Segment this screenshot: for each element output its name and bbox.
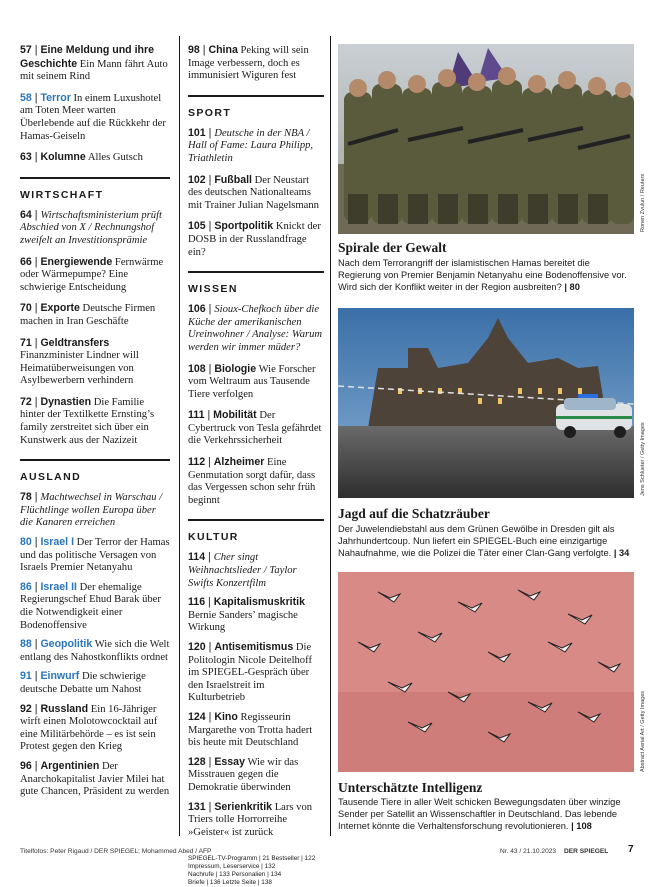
entry-page-number: 131	[188, 800, 206, 813]
toc-entry[interactable]: 71 | Geldtransfers Finanzminister Lindner will Heimatüberweisungen von Asylbewerbern verhindern	[20, 336, 139, 387]
entry-text: Cher singt Weihnachtslieder / Taylor Swifts Konzertfilm	[188, 552, 297, 589]
entry-page-number: 98	[188, 44, 200, 56]
entry-page-number: 102	[188, 173, 206, 186]
entry-page-number: 101	[188, 126, 206, 139]
toc-entry[interactable]: 128 | Essay Wie wir das Misstrauen gegen die Demokratie überwinden	[188, 755, 299, 793]
entry-rubric: Kino	[214, 710, 238, 723]
feature-title: Unterschätzte Intelligenz	[338, 780, 483, 795]
entry-text: Alles Gutsch	[87, 152, 143, 164]
entry-rubric: Antisemitismus	[214, 641, 294, 653]
entry-text: Lars von Triers tolle Horrorreihe »Geister« ist zurück	[188, 801, 313, 838]
entry-page-number: 108	[188, 362, 206, 375]
toc-group-wirtschaft	[20, 209, 170, 448]
toc-entry[interactable]: 86 | Israel II Der ehemalige Regierungschef Ehud Barak über die Notwendigkeit einer Bodenoffensive	[20, 580, 161, 631]
entry-rubric: Energiewende	[40, 255, 113, 268]
toc-entry[interactable]: 131 | Serienkritik Lars von Triers tolle Horrorreihe »Geister« ist zurück	[188, 800, 313, 838]
entry-text: Eine Genmutation sorgt dafür, dass das Vergessen schon sehr früh beginnt	[188, 457, 316, 506]
index-line: Nachrufe | 133 Personalien | 134	[188, 871, 282, 879]
toc-group-top-left	[20, 44, 170, 165]
toc-entry[interactable]: 108 | Biologie Wie Forscher vom Weltraum aus Tausende Tiere verfolgen	[188, 362, 316, 400]
feature-title: Spirale der Gewalt	[338, 240, 447, 255]
entry-text: Die schwierige deutsche Debatte um Nahost	[20, 671, 146, 695]
feature-text: Tausende Tiere in aller Welt schicken Bewegungsdaten über winzige Sender per Satellit an Wissenschaftler in Deutschland. Das lebende Internet könnte die Verhaltensforschung revolutionieren. | 108	[338, 797, 621, 831]
toc-group-kultur	[188, 551, 324, 839]
toc-entry[interactable]: 105 | Sportpolitik Knickt der DOSB in der Russlandfrage ein?	[188, 220, 321, 258]
entry-page-number: 57	[20, 44, 32, 56]
entry-rubric: Eine Meldung und ihre Geschichte	[20, 44, 155, 70]
entry-rubric: Biologie	[214, 362, 257, 375]
entry-page-number: 71	[20, 336, 32, 349]
toc-entry[interactable]: 78 | Machtwechsel in Warschau / Flüchtlinge wollen Europa über die Kanaren erreichen	[20, 491, 163, 529]
entry-text: Bernie Sanders’ magische Wirkung	[188, 609, 298, 634]
entry-text: Knickt der DOSB in der Russlandfrage ein?	[188, 221, 321, 258]
entry-page-number: 92	[20, 702, 32, 715]
entry-text: In einem Luxushotel am Toten Meer warten Überlebende auf die Rückkehr der Hamas-Geiseln	[20, 92, 166, 142]
photo-credit: Abstract Aerial Art / Getty Images	[640, 690, 646, 772]
entry-text: Die Politologin Nicole Deitelhoff im SPIEGEL-Gespräch über den Israelstreit im Kulturbetrieb	[188, 642, 312, 704]
toc-entry[interactable]: 57 | Eine Meldung und ihre Geschichte Ein Mann fährt Auto mit seinem Rind	[20, 44, 168, 83]
entry-text: Sioux-Chefkoch über die Küche der amerikanischen Ureinwohner / Analyse: Warum werden wir immer müder?	[188, 304, 323, 353]
entry-page-number: 96	[20, 759, 32, 772]
entry-rubric: Kolumne	[40, 151, 86, 164]
entry-rubric: Israel I	[40, 536, 75, 549]
entry-text: Wirtschaftsministerium prüft Abschied von X / Rechnungshof zweifelt an Investitionsprämie	[20, 209, 162, 246]
entry-rubric: Sportpolitik	[214, 220, 274, 233]
entry-page-number: 66	[20, 255, 32, 268]
entry-page-number: 78	[20, 491, 32, 504]
feature-photo-flamingos	[338, 572, 634, 772]
entry-page-number: 120	[188, 641, 206, 653]
entry-page-number: 58	[20, 91, 32, 104]
entry-page-number: 106	[188, 303, 206, 316]
toc-column-middle	[188, 44, 324, 887]
photo-credit: Jens Schlueter / Getty Images	[640, 422, 646, 496]
entry-text: Fernwärme oder Wärmepumpe? Eine schwierige Entscheidung	[20, 256, 164, 293]
toc-entry[interactable]: 112 | Alzheimer Eine Genmutation sorgt dafür, dass das Vergessen schon sehr früh beginnt	[188, 456, 316, 506]
entry-page-number: 63	[20, 151, 32, 164]
entry-rubric: China	[208, 44, 238, 56]
feature-text: Nach dem Terrorangriff der islamistischen Hamas bereitet die Regierung von Premier Benjamin Netanyahu eine Bodenoffensive vor. Wird sich der Konflikt weiter in der Region ausbreiten? | 80	[338, 258, 627, 292]
entry-page-number: 86	[20, 580, 32, 593]
entry-rubric: Mobilität	[213, 409, 257, 422]
entry-rubric: Essay	[214, 755, 245, 768]
feature-text: Der Juwelendiebstahl aus dem Grünen Gewölbe in Dresden gilt als Jahrhundertcoup. Nun liefert ein SPIEGEL-Buch eine einzigartige Nahaufnahme, wie die Polizei die Täter einer Clan-Gang verfolgte. | 34	[338, 524, 630, 558]
entry-text: Machtwechsel in Warschau / Flüchtlinge wollen Europa über die Kanaren erreichen	[20, 492, 163, 529]
entry-page-number: 116	[188, 596, 206, 609]
toc-entry[interactable]: 88 | Geopolitik Wie sich die Welt entlang des Nahostkonflikts ordnet	[20, 638, 170, 663]
entry-rubric: Israel II	[40, 580, 77, 593]
toc-entry[interactable]: 92 | Russland Ein 16-Jähriger wirft einen Molotowcocktail auf eine Militärbehörde – es ist sein Protest gegen den Krieg	[20, 702, 158, 753]
entry-rubric: Argentinien	[40, 759, 100, 772]
entry-page-number: 64	[20, 208, 32, 221]
entry-page-number: 80	[20, 536, 32, 549]
entry-text: Der Terror der Hamas und das politische Versagen von Israels Premier Netanyahu	[20, 537, 170, 574]
toc-entry[interactable]: 91 | Einwurf Die schwierige deutsche Debatte um Nahost	[20, 670, 146, 695]
entry-rubric: Terror	[40, 91, 71, 104]
section-heading-wirtschaft: WIRTSCHAFT	[20, 177, 170, 201]
toc-entry[interactable]: 106 | Sioux-Chefkoch über die Küche der amerikanischen Ureinwohner / Analyse: Warum werden wir immer müder?	[188, 303, 323, 353]
section-heading-ausland: AUSLAND	[20, 459, 170, 483]
entry-text: Finanzminister Lindner will Heimatüberweisungen von Asylbewerbern verhindern	[20, 350, 139, 387]
entry-rubric: Dynastien	[40, 395, 92, 408]
dresden-image	[338, 308, 634, 498]
toc-column-left	[20, 44, 170, 805]
toc-entry[interactable]: 101 | Deutsche in der NBA / Hall of Fame: Laura Philipp, Triathletin	[188, 126, 314, 164]
feature-title: Jagd auf die Schatzräuber	[338, 506, 490, 521]
magazine-name: DER SPIEGEL	[563, 848, 609, 855]
index-line: SPIEGEL-TV-Programm | 21 Bestseller | 122	[188, 855, 316, 863]
feature-page-ref: | 34	[613, 547, 630, 558]
section-heading-sport: SPORT	[188, 95, 324, 119]
entry-text: Der Neustart des deutschen Nationalteams mit Trainer Julian Nagelsmann	[188, 174, 319, 211]
toc-entry[interactable]: 72 | Dynastien Die Familie hinter der Textilkette Ernsting’s family zerstreitet sich über ein Kunstwerk aus der Nazizeit	[20, 395, 155, 446]
toc-entry[interactable]: 80 | Israel I Der Terror der Hamas und das politische Versagen von Israels Premier Netanyahu	[20, 536, 170, 574]
toc-entry[interactable]: 102 | Fußball Der Neustart des deutschen Nationalteams mit Trainer Julian Nagelsmann	[188, 173, 319, 211]
footer-photo-credits: Titelfotos: Peter Rigaud / DER SPIEGEL; Mohammed Abed / AFP	[20, 848, 212, 855]
entry-page-number: 91	[20, 670, 32, 683]
entry-text: Wie wir das Misstrauen gegen die Demokratie überwinden	[188, 756, 299, 793]
entry-text: Deutsche Firmen machen in Iran Geschäfte	[20, 303, 156, 327]
entry-rubric: Serienkritik	[214, 800, 273, 813]
section-heading-kultur: KULTUR	[188, 519, 324, 543]
page-number: 7	[628, 844, 634, 855]
section-heading-wissen: WISSEN	[188, 271, 324, 295]
toc-entry[interactable]: 66 | Energiewende Fernwärme oder Wärmepumpe? Eine schwierige Entscheidung	[20, 255, 164, 293]
entry-page-number: 88	[20, 638, 32, 651]
entry-rubric: Geopolitik	[40, 638, 93, 651]
entry-page-number: 111	[188, 409, 205, 422]
soldiers-image	[338, 44, 634, 234]
toc-entry[interactable]: 58 | Terror In einem Luxushotel am Toten Meer warten Überlebende auf die Rückkehr der Hamas-Geiseln	[20, 91, 166, 142]
entry-text: Peking will sein Image verbessern, doch es immunisiert Wiguren fest	[188, 45, 309, 82]
index-line: Briefe | 136 Letzte Seite | 138	[188, 879, 272, 887]
entry-page-number: 72	[20, 395, 32, 408]
toc-entry[interactable]: 116 | Kapitalismuskritik Bernie Sanders’ magische Wirkung	[188, 596, 305, 634]
flamingos-image	[338, 572, 634, 772]
entry-page-number: 114	[188, 551, 206, 564]
entry-text: Ein Mann fährt Auto mit seinem Rind	[20, 58, 168, 83]
toc-entry[interactable]: 114 | Cher singt Weihnachtslieder / Taylor Swifts Konzertfilm	[188, 551, 297, 589]
toc-group-wissen	[188, 303, 324, 507]
entry-page-number: 105	[188, 220, 206, 233]
feature-photo-soldiers	[338, 44, 634, 234]
toc-entry[interactable]: 96 | Argentinien Der Anarchokapitalist Javier Milei hat gute Chancen, Präsident zu werden	[20, 759, 170, 798]
entry-page-number: 128	[188, 755, 206, 768]
entry-rubric: Alzheimer	[213, 456, 265, 469]
feature-photo-dresden	[338, 308, 634, 498]
entry-rubric: Fußball	[214, 173, 252, 186]
entry-text: Der Cybertruck von Tesla gefährdet die Verkehrssicherheit	[188, 410, 322, 447]
entry-text: Die Familie hinter der Textilkette Ernsting’s family zerstreitet sich über ein Kunstwerk aus der Nazizeit	[20, 396, 155, 446]
toc-entry[interactable]: 70 | Exporte Deutsche Firmen machen in Iran Geschäfte	[20, 302, 156, 327]
toc-group-ausland	[20, 491, 170, 798]
entry-text: Deutsche in der NBA / Hall of Fame: Laura Philipp, Triathletin	[188, 127, 314, 164]
toc-entry[interactable]: 111 | Mobilität Der Cybertruck von Tesla gefährdet die Verkehrssicherheit	[188, 409, 322, 447]
entry-rubric: Russland	[40, 702, 89, 715]
entry-text: Regisseurin Margarethe von Trotta hadert bis heute mit Deutschland	[188, 711, 313, 749]
column-divider-left	[179, 36, 180, 836]
toc-entry[interactable]: 120 | Antisemitismus Die Politologin Nicole Deitelhoff im SPIEGEL-Gespräch über den Israelstreit im Kulturbetrieb	[188, 641, 312, 704]
entry-text: Der Anarchokapitalist Javier Milei hat gute Chancen, Präsident zu werden	[20, 760, 170, 798]
toc-group-top-middle	[188, 44, 324, 83]
column-divider-right	[330, 36, 331, 836]
entry-text: Der ehemalige Regierungschef Ehud Barak über die Notwendigkeit einer Bodenoffensive	[20, 581, 161, 631]
entry-text: Ein 16-Jähriger wirft einen Molotowcocktail auf eine Militärbehörde – es ist sein Protest gegen den Krieg	[20, 703, 158, 753]
toc-entry[interactable]: 98 | China Peking will sein Image verbessern, doch es immunisiert Wiguren fest	[188, 44, 309, 82]
toc-entry[interactable]: 124 | Kino Regisseurin Margarethe von Trotta hadert bis heute mit Deutschland	[188, 710, 313, 749]
entry-rubric: Einwurf	[40, 670, 80, 683]
index-line: Impressum, Leserservice | 132	[188, 863, 276, 871]
toc-index	[188, 855, 324, 887]
entry-rubric: Exporte	[40, 302, 80, 315]
footer-issue: Nr. 43 / 21.10.2023 DER SPIEGEL	[500, 848, 609, 855]
toc-entry[interactable]: 63 | Kolumne Alles Gutsch	[20, 151, 143, 164]
feature-page-ref: | 108	[571, 820, 592, 831]
entry-rubric: Geldtransfers	[40, 336, 110, 349]
entry-page-number: 112	[188, 456, 206, 469]
entry-rubric: Kapitalismuskritik	[213, 596, 305, 609]
feature-page-ref: | 80	[564, 281, 580, 292]
entry-text: Wie sich die Welt entlang des Nahostkonflikts ordnet	[20, 639, 170, 663]
photo-credit: Ronen Zvulun / Reuters	[640, 173, 646, 232]
toc-group-sport	[188, 127, 324, 259]
toc-entry[interactable]: 64 | Wirtschaftsministerium prüft Abschied von X / Rechnungshof zweifelt an Investitionsprämie	[20, 208, 162, 246]
entry-page-number: 70	[20, 302, 32, 315]
entry-page-number: 124	[188, 710, 206, 723]
entry-text: Wie Forscher vom Weltraum aus Tausende Tiere verfolgen	[188, 363, 316, 400]
